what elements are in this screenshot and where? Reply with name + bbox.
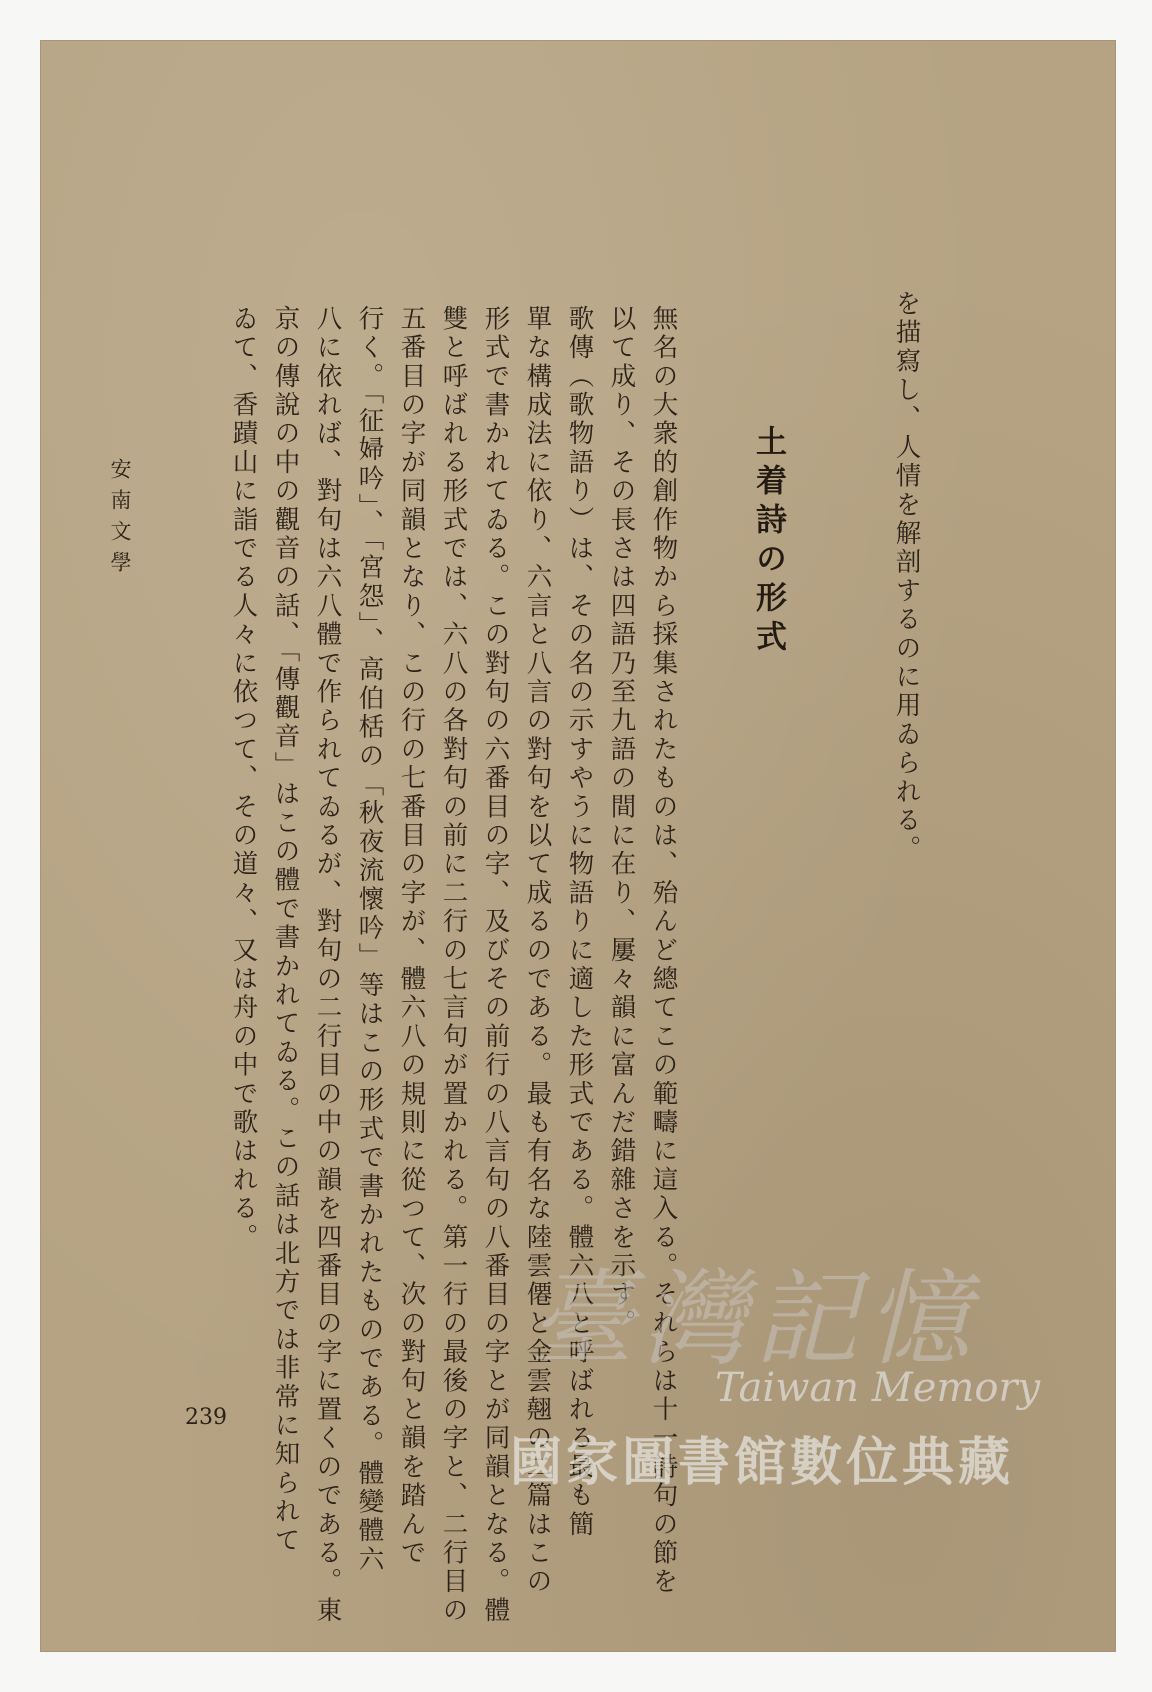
watermark-english: Taiwan Memory [715, 1365, 1041, 1411]
text-line: 五番目の字が同韻となり、この行の七番目の字が、體六八の規則に從つて、次の對句と韻を踏んで [396, 305, 427, 1568]
page-number: 239 [185, 1405, 227, 1430]
text-line: を描寫し、人情を解剖するのに用ゐられる。 [891, 290, 922, 864]
text-line: 歌傳（歌物語り）は、その名の示すやうに物語りに適した形式である。體六八と呼ばれる最も簡 [564, 305, 595, 1540]
text-line: 京の傳說の中の觀音の話、「傳觀音」はこの體で書かれてゐる。この話は北方では非常に知られて [270, 305, 301, 1556]
text-line: 以て成り、その長さは四語乃至九語の間に在り、屢々韻に富んだ錯雜さを示す。 [606, 305, 637, 1339]
watermark-chinese: 國家圖書館數位典藏 [510, 1433, 1015, 1493]
text-line: 行く。「征婦吟」、「宮怨」、高伯栝の「秋夜流懷吟」等はこの形式で書かれたものである。體變體六 [354, 305, 385, 1575]
text-line: 單な構成法に依り、六言と八言の對句を以て成るのである。最も有名な陸雲僊と金雲翹の二篇はこの [522, 305, 553, 1597]
book-page [40, 40, 1116, 1652]
text-line: 無名の大衆的創作物から採集されたものは、殆んど總てこの範疇に這入る。それらは十一詩句の節を [648, 305, 679, 1597]
text-line: ゐて、香蹟山に詣でる人々に依つて、その道々、又は舟の中で歌はれる。 [228, 305, 259, 1253]
running-footer: 安南文學 [108, 458, 132, 582]
text-line: 雙と呼ばれる形式では、六八の各對句の前に二行の七言句が置かれる。第一行の最後の字と、二行目の [438, 305, 469, 1626]
section-heading: 土着詩の形式 [750, 425, 786, 659]
text-line: 八に依れば、對句は六八體で作られてゐるが、對句の二行目の中の韻を四番目の字に置くのである。東 [312, 305, 343, 1626]
watermark-logo: 臺灣記憶 [530, 1258, 979, 1380]
text-line: 形式で書かれてゐる。この對句の六番目の字、及びその前行の八言句の八番目の字とが同韻となる。體 [480, 305, 511, 1626]
